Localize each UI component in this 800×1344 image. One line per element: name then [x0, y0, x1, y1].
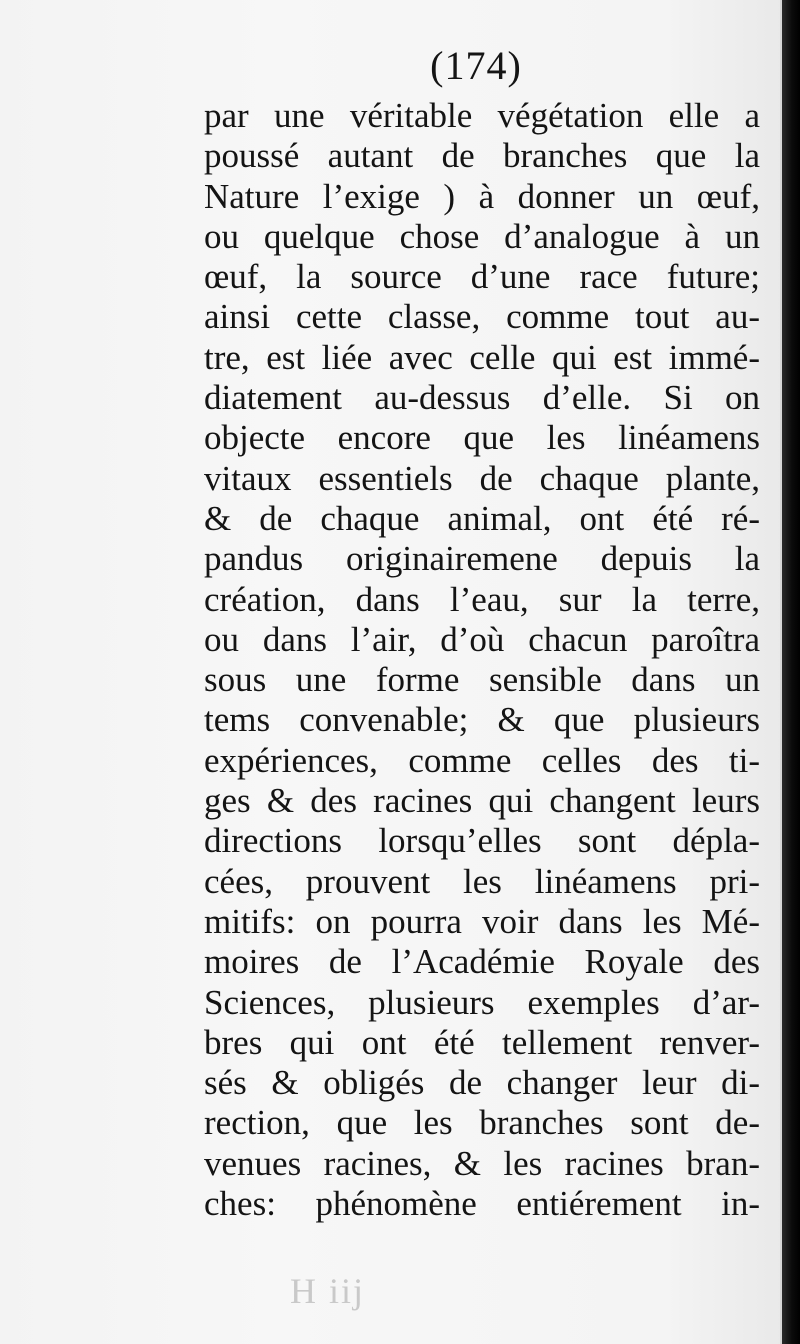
body-text: [204, 96, 760, 1224]
text-line: ou dans l’air, d’où chacun paroîtra: [204, 619, 760, 659]
text-line: directions lorsqu’elles sont dépla-: [204, 821, 760, 861]
text-line: tems convenable; & que plusieurs: [204, 700, 760, 740]
text-line: vitaux essentiels de chaque plante,: [204, 458, 760, 498]
signature-mark: H iij: [290, 1271, 366, 1311]
text-line: Sciences, plusieurs exemples d’ar-: [204, 982, 760, 1022]
text-line: bres qui ont été tellement renver-: [204, 1022, 760, 1062]
text-line: ainsi cette classe, comme tout au-: [204, 297, 760, 337]
text-line: pandus originairemene depuis la: [204, 539, 760, 579]
text-line: ches: phénomène entiérement in-: [204, 1184, 760, 1224]
text-line: & de chaque animal, ont été ré-: [204, 498, 760, 538]
text-line: Nature l’exige ) à donner un œuf,: [204, 176, 760, 216]
text-line: rection, que les branches sont de-: [204, 1103, 760, 1143]
text-line: expériences, comme celles des ti-: [204, 740, 760, 780]
text-line: ou quelque chose d’analogue à un: [204, 216, 760, 256]
text-line: par une véritable végétation elle a: [204, 96, 760, 135]
text-line: ges & des racines qui changent leurs: [204, 781, 760, 821]
text-line: sés & obligés de changer leur di-: [204, 1063, 760, 1103]
text-line: diatement au-dessus d’elle. Si on: [204, 378, 760, 418]
text-line: moires de l’Académie Royale des: [204, 942, 760, 982]
book-spine-shadow: [782, 0, 800, 1344]
text-line: mitifs: on pourra voir dans les Mé-: [204, 901, 760, 941]
text-line: sous une forme sensible dans un: [204, 660, 760, 700]
text-line: objecte encore que les linéamens: [204, 418, 760, 458]
text-line: œuf, la source d’une race future;: [204, 257, 760, 297]
text-line: venues racines, & les racines bran-: [204, 1143, 760, 1183]
text-line: poussé autant de branches que la: [204, 136, 760, 176]
text-line: tre, est liée avec celle qui est immé-: [204, 337, 760, 377]
page-number: (174): [430, 43, 522, 88]
text-line: création, dans l’eau, sur la terre,: [204, 579, 760, 619]
text-line: cées, prouvent les linéamens pri-: [204, 861, 760, 901]
